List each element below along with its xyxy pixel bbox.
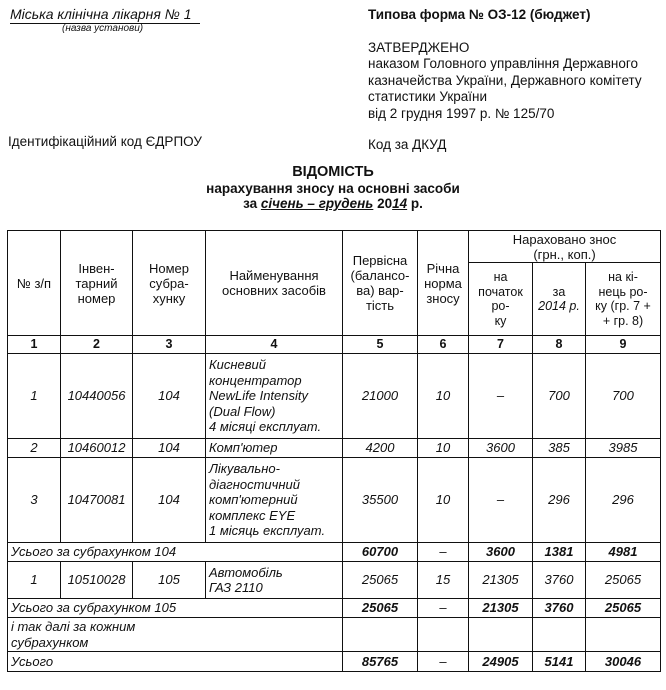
- header-end-line: нець ро-: [598, 284, 648, 299]
- cell-inventory: 10440056: [61, 354, 133, 439]
- cell-name: [206, 562, 343, 599]
- approval-order-line: статистики України: [368, 89, 488, 104]
- header-end-line: на кі-: [608, 270, 638, 284]
- header-subaccount-line: хунку: [152, 290, 186, 306]
- period-end: р.: [410, 196, 423, 211]
- etc-empty-cell: [533, 618, 586, 652]
- column-number: 9: [586, 336, 661, 354]
- cell-subaccount: 104: [133, 458, 206, 543]
- cell-name-line: діагностичний: [209, 476, 300, 492]
- period-year-suffix: 14: [392, 196, 408, 211]
- cell-inventory: 10510028: [61, 562, 133, 599]
- column-number: 2: [61, 336, 133, 354]
- column-number: 8: [533, 336, 586, 354]
- etc-label: [8, 618, 343, 652]
- grand-total-rate: –: [418, 652, 469, 672]
- subtotal-rate: –: [418, 543, 469, 562]
- header-end-line: + гр. 8): [602, 313, 644, 328]
- header-rate: [418, 231, 469, 336]
- subtotal-end: 25065: [586, 599, 661, 618]
- grand-total-end: 30046: [586, 652, 661, 672]
- cell-subaccount: 104: [133, 354, 206, 439]
- cell-end: 25065: [586, 562, 661, 599]
- institution-note: (назва установи): [62, 23, 144, 34]
- etc-empty-cell: [343, 618, 418, 652]
- period-prefix: за: [243, 196, 258, 211]
- cell-subaccount: 104: [133, 439, 206, 458]
- column-number: 1: [8, 336, 61, 354]
- cell-start: 21305: [469, 562, 533, 599]
- cell-cost: 4200: [343, 439, 418, 458]
- table-row: [8, 458, 661, 543]
- etc-empty-cell: [469, 618, 533, 652]
- header-subaccount: [133, 231, 206, 336]
- etc-empty-cell: [586, 618, 661, 652]
- cell-subaccount: 105: [133, 562, 206, 599]
- subtotal-label: Усього за субрахунком 105: [8, 599, 343, 618]
- cell-cost: 21000: [343, 354, 418, 439]
- cell-name-line: комп'ютерний: [209, 492, 298, 508]
- cell-start: 3600: [469, 439, 533, 458]
- cell-name-line: Комп'ютер: [209, 440, 278, 456]
- header-period-year: 2014 р.: [538, 299, 580, 313]
- cell-start: –: [469, 354, 533, 439]
- header-rate-line: норма: [424, 275, 462, 291]
- header-num: № з/п: [8, 231, 61, 336]
- cell-name: [206, 458, 343, 543]
- header-cost: [343, 231, 418, 336]
- header-start-line: ку: [494, 313, 507, 328]
- column-number: 5: [343, 336, 418, 354]
- institution-name: Міська клінічна лікарня № 1: [10, 6, 200, 24]
- subtotal-start: 3600: [469, 543, 533, 562]
- cell-name: [206, 354, 343, 439]
- header-accrued-group: [469, 231, 661, 263]
- header-name: [206, 231, 343, 336]
- dkud-label: Код за ДКУД: [368, 137, 447, 152]
- cell-name-line: Лікувально-: [209, 461, 280, 477]
- cell-cost: 35500: [343, 458, 418, 543]
- column-number: 7: [469, 336, 533, 354]
- header-cost-line: Первісна: [352, 253, 408, 268]
- cell-rate: 10: [418, 458, 469, 543]
- header-rate-line: зносу: [426, 290, 460, 306]
- header-start-line: на: [493, 270, 508, 284]
- cell-period: 3760: [533, 562, 586, 599]
- approval-order: [368, 56, 642, 122]
- period-year-prefix: 20: [377, 196, 393, 211]
- table-row: [8, 439, 661, 458]
- table-row: [8, 562, 661, 599]
- approved-stamp: ЗАТВЕРДЖЕНО: [368, 40, 470, 55]
- cell-num: 3: [8, 458, 61, 543]
- cell-cost: 25065: [343, 562, 418, 599]
- header-inventory-line: тарний: [75, 275, 118, 291]
- header-end-line: ку (гр. 7 +: [595, 299, 651, 313]
- header-name-line: основних засобів: [222, 283, 326, 298]
- subtotal-period: 3760: [533, 599, 586, 618]
- cell-num: 1: [8, 354, 61, 439]
- grand-total-cost: 85765: [343, 652, 418, 672]
- header-name-line: Найменування: [229, 268, 319, 283]
- grand-total-start: 24905: [469, 652, 533, 672]
- column-number: 6: [418, 336, 469, 354]
- subtotal-row: [8, 599, 661, 618]
- document-subtitle: нарахування зносу на основні засоби: [206, 181, 460, 196]
- header-start: [469, 263, 533, 336]
- period-months: січень – грудень: [260, 196, 374, 211]
- header-inventory-line: номер: [77, 290, 116, 306]
- etc-empty-cell: [418, 618, 469, 652]
- document-period: [0, 196, 666, 211]
- cell-name-line: Автомобіль: [209, 564, 283, 580]
- subtotal-start: 21305: [469, 599, 533, 618]
- header-inventory-line: Інвен-: [78, 260, 115, 276]
- header-inventory: [61, 231, 133, 336]
- subtotal-label: Усього за субрахунком 104: [8, 543, 343, 562]
- cell-period: 700: [533, 354, 586, 439]
- approval-order-line: наказом Головного управління Державного: [368, 56, 639, 71]
- cell-rate: 15: [418, 562, 469, 599]
- cell-name-line: ГАЗ 2110: [209, 580, 263, 595]
- header-period: [533, 263, 586, 336]
- header-cost-line: тість: [365, 298, 395, 313]
- header-start-line: початок ро-: [478, 284, 523, 313]
- cell-num: 2: [8, 439, 61, 458]
- header-end: [586, 263, 661, 336]
- approval-order-line: казначейства України, Державного комітету: [368, 72, 642, 88]
- depreciation-table: [7, 230, 661, 672]
- column-number: 3: [133, 336, 206, 354]
- cell-num: 1: [8, 562, 61, 599]
- header-subaccount-line: субра-: [149, 275, 189, 291]
- header-subaccount-line: Номер: [148, 260, 189, 276]
- subtotal-rate: –: [418, 599, 469, 618]
- header-accrued-line: (грн., коп.): [533, 246, 596, 262]
- cell-end: 3985: [586, 439, 661, 458]
- approval-order-line: від 2 грудня 1997 р. № 125/70: [368, 105, 555, 121]
- cell-name-line: (Dual Flow): [209, 403, 276, 419]
- cell-rate: 10: [418, 354, 469, 439]
- form-id: Типова форма № ОЗ-12 (бюджет): [368, 7, 591, 22]
- table-row: [8, 354, 661, 439]
- etc-label-line: і так далі за кожним: [11, 619, 136, 634]
- subtotal-period: 1381: [533, 543, 586, 562]
- cell-name-line: концентратор: [209, 372, 302, 388]
- cell-name-line: 4 місяці експлуат.: [209, 419, 322, 435]
- document-title: ВІДОМІСТЬ: [292, 164, 374, 180]
- cell-name: [206, 439, 343, 458]
- cell-period: 385: [533, 439, 586, 458]
- column-number: 4: [206, 336, 343, 354]
- header-cost-line: ва) вар-: [356, 283, 404, 298]
- header-cost-line: (балансо-: [350, 268, 410, 283]
- header-period-prefix: за: [552, 284, 566, 299]
- edrpou-label: Ідентифікаційний код ЄДРПОУ: [8, 134, 202, 149]
- cell-period: 296: [533, 458, 586, 543]
- grand-total-row: [8, 652, 661, 672]
- subtotal-cost: 60700: [343, 543, 418, 562]
- subtotal-end: 4981: [586, 543, 661, 562]
- cell-name-line: NewLife Intensity: [209, 388, 308, 404]
- grand-total-label: Усього: [8, 652, 343, 672]
- header-rate-line: Річна: [426, 260, 460, 276]
- cell-name-line: 1 місяць експлуат.: [209, 523, 326, 539]
- cell-name-line: Кисневий: [209, 357, 267, 373]
- cell-start: –: [469, 458, 533, 543]
- cell-rate: 10: [418, 439, 469, 458]
- subtotal-cost: 25065: [343, 599, 418, 618]
- cell-end: 296: [586, 458, 661, 543]
- header-accrued-line: Нараховано знос: [512, 231, 617, 247]
- etc-row: [8, 618, 661, 652]
- cell-inventory: 10470081: [61, 458, 133, 543]
- etc-label-line: субрахунком: [11, 634, 89, 650]
- grand-total-period: 5141: [533, 652, 586, 672]
- cell-end: 700: [586, 354, 661, 439]
- cell-name-line: комплекс EYE: [209, 507, 296, 523]
- subtotal-row: [8, 543, 661, 562]
- cell-inventory: 10460012: [61, 439, 133, 458]
